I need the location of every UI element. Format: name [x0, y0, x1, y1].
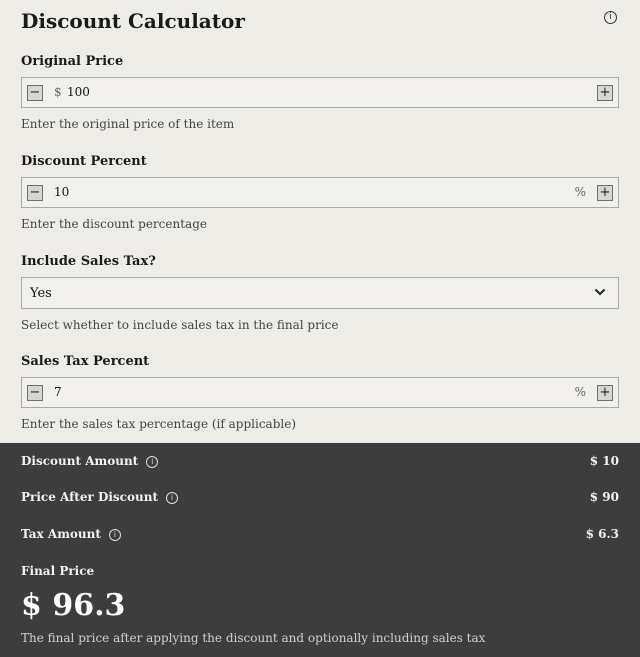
tax-amount-value: $ 6.3 [585, 527, 619, 541]
tax-percent-value[interactable]: 7 [54, 385, 62, 399]
discount-amount-value: $ 10 [589, 454, 619, 468]
plus-icon[interactable]: + [597, 385, 613, 401]
info-icon[interactable]: i [109, 529, 121, 541]
discount-percent-help: Enter the discount percentage [21, 217, 207, 231]
original-price-help: Enter the original price of the item [21, 117, 235, 131]
final-price-value: $ 96.3 [21, 588, 126, 623]
discount-percent-label: Discount Percent [21, 154, 147, 169]
discount-percent-input[interactable] [21, 177, 619, 208]
include-tax-value: Yes [30, 286, 52, 301]
include-tax-label: Include Sales Tax? [21, 254, 156, 269]
original-price-label: Original Price [21, 54, 124, 69]
percent-suffix: % [574, 185, 586, 199]
tax-amount-label: Tax Amount [21, 527, 101, 541]
results-panel [0, 443, 640, 657]
chevron-down-icon[interactable] [594, 286, 606, 298]
minus-icon[interactable]: − [27, 385, 43, 401]
tax-percent-label: Sales Tax Percent [21, 354, 150, 369]
final-price-label: Final Price [21, 564, 95, 578]
info-icon[interactable]: i [604, 11, 617, 24]
discount-percent-value[interactable]: 10 [54, 185, 70, 199]
final-price-help: The final price after applying the discount and optionally including sales tax [21, 631, 486, 645]
info-icon[interactable]: i [166, 492, 178, 504]
minus-icon[interactable]: − [27, 185, 43, 201]
percent-suffix: % [574, 385, 586, 399]
tax-amount-row [21, 527, 121, 541]
original-price-value[interactable]: 100 [67, 85, 90, 99]
tax-percent-help: Enter the sales tax percentage (if applicable) [21, 417, 297, 431]
price-after-discount-value: $ 90 [589, 490, 619, 504]
original-price-input[interactable] [21, 77, 619, 108]
price-after-discount-label: Price After Discount [21, 490, 158, 504]
discount-amount-row [21, 454, 158, 468]
discount-amount-label: Discount Amount [21, 454, 139, 468]
info-icon[interactable]: i [146, 456, 158, 468]
include-tax-help: Select whether to include sales tax in the final price [21, 318, 339, 332]
include-tax-select[interactable] [21, 277, 619, 309]
price-after-discount-row [21, 490, 178, 504]
currency-prefix: $ [54, 85, 62, 99]
page-title: Discount Calculator [21, 9, 245, 33]
plus-icon[interactable]: + [597, 185, 613, 201]
minus-icon[interactable]: − [27, 85, 43, 101]
plus-icon[interactable]: + [597, 85, 613, 101]
tax-percent-input[interactable] [21, 377, 619, 408]
